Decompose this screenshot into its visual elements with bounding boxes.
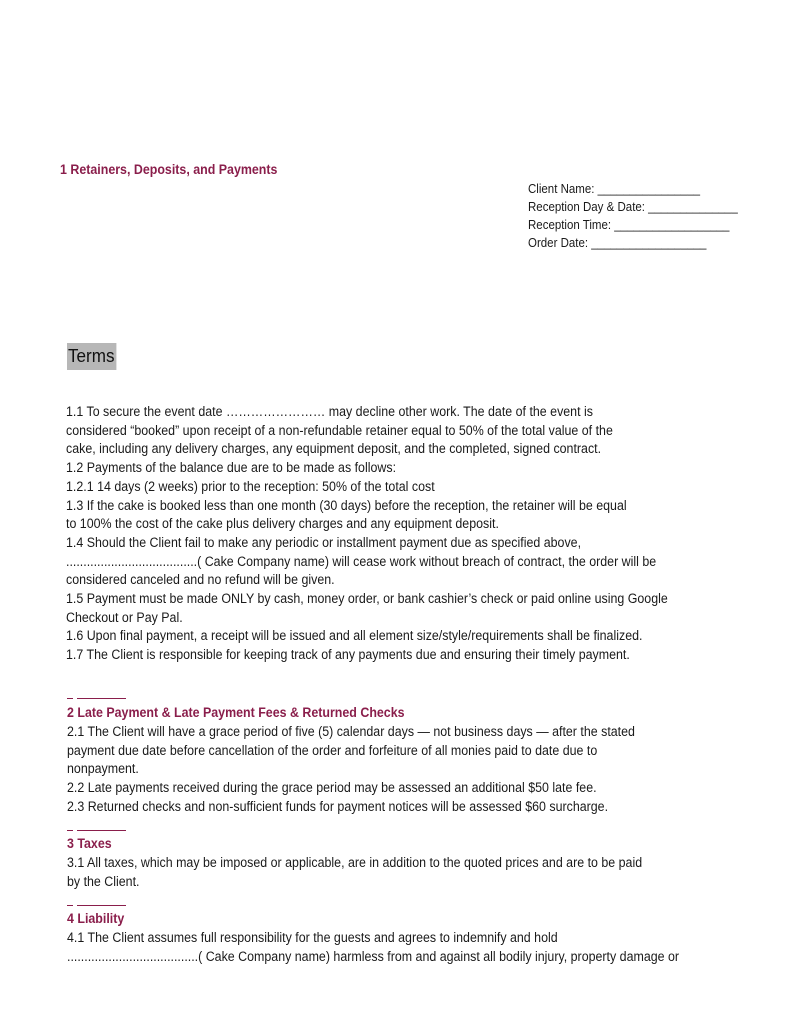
- terms-line: 1.2.1 14 days (2 weeks) prior to the reception: 50% of the total cost: [66, 478, 435, 494]
- terms-heading: Terms: [67, 343, 116, 370]
- reception-time-field: Reception Time: __________________: [528, 218, 730, 232]
- terms-line: Checkout or Pay Pal.: [66, 609, 183, 625]
- client-name-field: Client Name: ________________: [528, 182, 700, 196]
- section-4-title: 4 Liability: [67, 911, 125, 926]
- section-divider-dash: [67, 830, 73, 831]
- terms-line: to 100% the cost of the cake plus delivery charges and any equipment deposit.: [66, 516, 499, 532]
- client-info-block: [528, 180, 738, 252]
- section-divider-rule: [77, 830, 126, 831]
- section-1-title: 1 Retainers, Deposits, and Payments: [60, 162, 278, 177]
- section-2-line: nonpayment.: [67, 761, 139, 777]
- terms-line: 1.3 If the cake is booked less than one month (30 days) before the reception, the retainer will be equal: [66, 497, 627, 513]
- terms-line: 1.1 To secure the event date …………………… may decline other work. The date of the event is: [66, 404, 593, 419]
- section-2-body: [67, 723, 635, 817]
- section-2-line: 2.1 The Client will have a grace period of five (5) calendar days — not business days — after the stated: [67, 724, 635, 739]
- section-divider-dash: [67, 905, 73, 906]
- terms-line: considered canceled and no refund will be given.: [66, 572, 335, 588]
- reception-day-date-field: Reception Day & Date: ______________: [528, 200, 738, 214]
- terms-line: considered “booked” upon receipt of a non-refundable retainer equal to 50% of the total value of the: [66, 422, 613, 438]
- section-3-line: 3.1 All taxes, which may be imposed or applicable, are in addition to the quoted prices and are to be paid: [67, 855, 643, 870]
- section-3-title: 3 Taxes: [67, 836, 112, 851]
- section-divider-dash: [67, 698, 73, 699]
- terms-line: 1.6 Upon final payment, a receipt will be issued and all element size/style/requirements shall be finalized.: [66, 628, 643, 644]
- section-4-body: [67, 929, 679, 966]
- terms-line: 1.7 The Client is responsible for keeping track of any payments due and ensuring their timely payment.: [66, 647, 630, 663]
- section-3-body: [67, 854, 642, 891]
- section-divider-rule: [77, 905, 126, 906]
- section-4-line: 4.1 The Client assumes full responsibility for the guests and agrees to indemnify and hold: [67, 930, 558, 945]
- section-2-line: 2.2 Late payments received during the grace period may be assessed an additional $50 late fee.: [67, 780, 597, 796]
- terms-line: ......................................( Cake Company name) will cease work without breach of contract, the order will be: [66, 553, 657, 569]
- section-2-line: 2.3 Returned checks and non-sufficient funds for payment notices will be assessed $60 surcharge.: [67, 798, 609, 814]
- section-4-line: ......................................( Cake Company name) harmless from and against all bodily injury, property damage or: [67, 948, 680, 964]
- terms-line: 1.4 Should the Client fail to make any periodic or installment payment due as specified above,: [66, 534, 582, 550]
- section-divider-rule: [77, 698, 126, 699]
- section-2-title: 2 Late Payment & Late Payment Fees & Returned Checks: [67, 705, 405, 720]
- section-2-line: payment due date before cancellation of the order and forfeiture of all monies paid to date due to: [67, 742, 598, 758]
- order-date-field: Order Date: __________________: [528, 236, 707, 250]
- terms-body: [66, 403, 668, 665]
- terms-line: 1.2 Payments of the balance due are to be made as follows:: [66, 460, 397, 476]
- section-3-line: by the Client.: [67, 873, 140, 889]
- terms-line: cake, including any delivery charges, any equipment deposit, and the completed, signed contract.: [66, 441, 602, 457]
- terms-line: 1.5 Payment must be made ONLY by cash, money order, or bank cashier’s check or paid online using Google: [66, 591, 668, 607]
